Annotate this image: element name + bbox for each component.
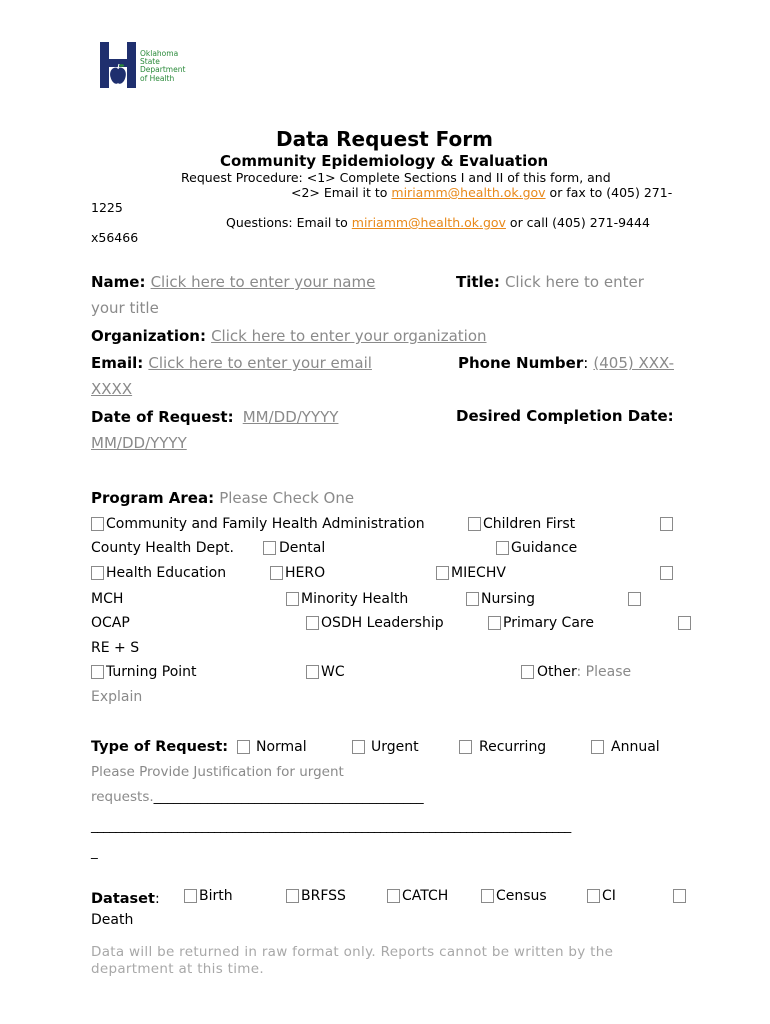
questions-email-link[interactable]: miriamm@health.ok.gov — [351, 215, 506, 230]
option-wc: WC — [321, 664, 345, 680]
checkbox-wc[interactable] — [306, 665, 319, 679]
program-area-hint: Please Check One — [219, 489, 355, 507]
checkbox-hero[interactable] — [270, 566, 283, 580]
option-turning: Turning Point — [106, 664, 197, 680]
option-guidance: Guidance — [511, 540, 578, 556]
name-field[interactable]: Click here to enter your name — [150, 273, 376, 291]
option-dental: Dental — [279, 540, 326, 556]
option-normal: Normal — [256, 739, 307, 755]
option-mch: MCH — [91, 591, 124, 607]
completion-label: Desired Completion Date: — [456, 407, 674, 425]
title-field-cont[interactable]: your title — [91, 299, 159, 317]
option-cfha: Community and Family Health Administration — [106, 516, 425, 532]
checkbox-normal[interactable] — [237, 740, 250, 754]
org-field[interactable]: Click here to enter your organization — [211, 327, 487, 345]
date-row — [91, 407, 338, 426]
phone-field[interactable]: (405) XXX- — [593, 354, 674, 372]
questions-ext: x56466 — [91, 230, 139, 245]
option-children-first: Children First — [483, 516, 576, 532]
title-row — [456, 272, 644, 291]
email-label: Email: — [91, 354, 144, 372]
other-hint: : Please — [576, 664, 632, 680]
program-area-row — [91, 488, 354, 507]
request-type-label: Type of Request: — [91, 739, 229, 755]
justification-line-3[interactable]: _ — [91, 844, 98, 860]
option-annual: Annual — [611, 739, 660, 755]
checkbox-minority[interactable] — [286, 592, 299, 606]
checkbox-res[interactable] — [678, 616, 691, 630]
email-field[interactable]: Click here to enter your email — [148, 354, 372, 372]
completion-field[interactable]: MM/DD/YYYY — [91, 434, 187, 452]
justification-line[interactable]: ________________________________________ — [153, 789, 424, 805]
email-row — [91, 353, 372, 372]
option-osdh: OSDH Leadership — [321, 615, 444, 631]
checkbox-nursing[interactable] — [466, 592, 479, 606]
name-label: Name: — [91, 273, 146, 291]
justification-prompt: Please Provide Justification for urgent — [91, 764, 344, 780]
checkbox-miechv[interactable] — [436, 566, 449, 580]
checkbox-dental[interactable] — [263, 541, 276, 555]
option-res: RE + S — [91, 640, 140, 656]
questions-phone: or call (405) 271-9444 — [505, 215, 650, 230]
title-field[interactable]: Click here to enter — [504, 273, 644, 291]
dataset-colon: : — [154, 891, 160, 907]
checkbox-osdh[interactable] — [306, 616, 319, 630]
checkbox-health-ed[interactable] — [91, 566, 104, 580]
checkbox-brfss[interactable] — [286, 889, 299, 903]
raw-format-note: Data will be returned in raw format only. Reports cannot be written by the department at this time. — [91, 944, 614, 977]
option-miechv: MIECHV — [451, 565, 506, 581]
logo-line: State — [140, 57, 160, 67]
checkbox-death[interactable] — [673, 889, 686, 903]
checkbox-recurring[interactable] — [459, 740, 472, 754]
justification-row[interactable] — [91, 789, 424, 805]
logo-line: Oklahoma — [140, 49, 179, 58]
phone-colon: : — [583, 354, 589, 372]
option-census: Census — [496, 888, 547, 904]
procedure-line-1: Request Procedure: <1> Complete Sections I and II of this form, and — [181, 170, 611, 185]
option-primary: Primary Care — [503, 615, 594, 631]
procedure-line-3: 1225 — [91, 200, 123, 215]
procedure-line-2 — [291, 185, 672, 200]
option-minority: Minority Health — [301, 591, 409, 607]
checkbox-county[interactable] — [660, 517, 673, 531]
questions-text: Questions: Email to — [226, 215, 352, 230]
checkbox-census[interactable] — [481, 889, 494, 903]
option-ocap: OCAP — [91, 615, 130, 631]
form-subtitle: Community Epidemiology & Evaluation — [220, 152, 549, 170]
logo-line: of Health — [140, 73, 175, 83]
phone-row — [458, 353, 674, 372]
form-title: Data Request Form — [276, 127, 493, 151]
date-field[interactable]: MM/DD/YYYY — [242, 408, 339, 426]
option-birth: Birth — [199, 888, 233, 904]
osdh-logo-mark — [100, 42, 136, 88]
checkbox-catch[interactable] — [387, 889, 400, 903]
osdh-logo — [100, 42, 190, 88]
dataset-label: Dataset — [91, 891, 155, 907]
phone-field-cont[interactable]: XXXX — [91, 380, 133, 398]
checkbox-other[interactable] — [521, 665, 534, 679]
option-nursing: Nursing — [481, 591, 536, 607]
org-label: Organization: — [91, 327, 206, 345]
checkbox-birth[interactable] — [184, 889, 197, 903]
checkbox-annual[interactable] — [591, 740, 604, 754]
date-label: Date of Request: — [91, 408, 234, 426]
email-link[interactable]: miriamm@health.ok.gov — [391, 185, 546, 200]
checkbox-cfha[interactable] — [91, 517, 104, 531]
org-row — [91, 326, 487, 345]
questions-line — [226, 215, 650, 230]
procedure-fax: or fax to (405) 271- — [545, 185, 673, 200]
option-brfss: BRFSS — [301, 888, 346, 904]
checkbox-ocap[interactable] — [628, 592, 641, 606]
checkbox-mch[interactable] — [660, 566, 673, 580]
program-area-label: Program Area: — [91, 489, 215, 507]
justification-prompt-cont: requests. — [91, 789, 154, 805]
checkbox-children-first[interactable] — [468, 517, 481, 531]
procedure-text: <2> Email it to — [291, 185, 392, 200]
phone-label: Phone Number — [458, 354, 584, 372]
other-hint-cont: Explain — [91, 689, 143, 705]
checkbox-urgent[interactable] — [352, 740, 365, 754]
checkbox-guidance[interactable] — [496, 541, 509, 555]
title-label: Title: — [456, 273, 500, 291]
dataset-row — [91, 888, 160, 907]
option-death: Death — [91, 912, 134, 928]
option-other: Other — [537, 664, 577, 680]
option-ci: CI — [602, 888, 616, 904]
option-recurring: Recurring — [479, 739, 547, 755]
justification-line-2[interactable]: ______________________________________________________________________________ — [91, 818, 571, 834]
option-health-ed: Health Education — [106, 565, 227, 581]
name-row — [91, 272, 375, 291]
option-catch: CATCH — [402, 888, 449, 904]
logo-line: Department — [140, 65, 186, 75]
option-urgent: Urgent — [371, 739, 419, 755]
logo-text — [140, 50, 185, 83]
checkbox-primary[interactable] — [488, 616, 501, 630]
option-hero: HERO — [285, 565, 326, 581]
checkbox-ci[interactable] — [587, 889, 600, 903]
option-county: County Health Dept. — [91, 540, 234, 556]
option-other-row — [537, 664, 631, 680]
checkbox-turning[interactable] — [91, 665, 104, 679]
